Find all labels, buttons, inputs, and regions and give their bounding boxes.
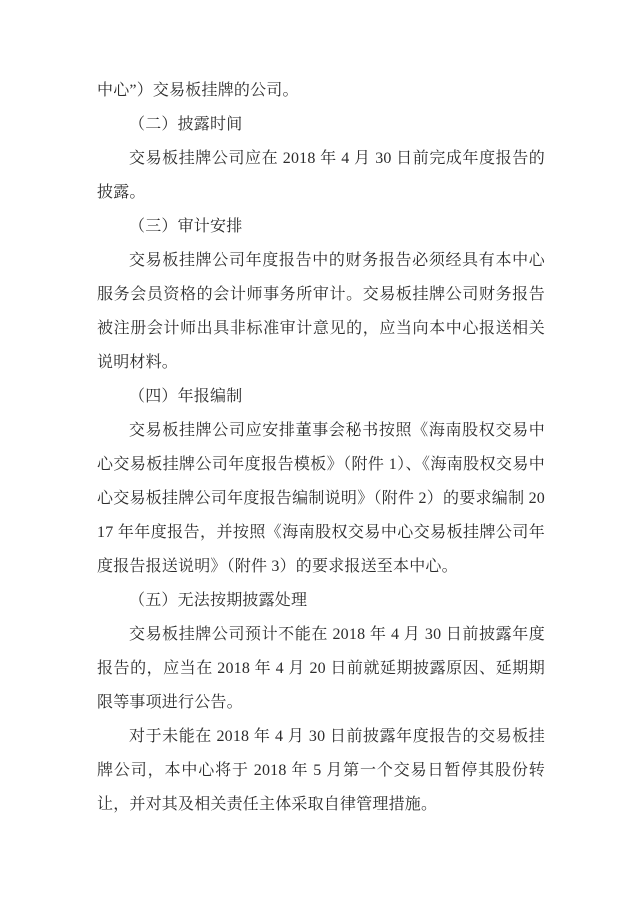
paragraph-delayed-disclosure: 交易板挂牌公司预计不能在 2018 年 4 月 30 日前披露年度报告的，应当在 2018 年 4 月 20 日前就延期披露原因、延期期限等事项进行公告。 bbox=[97, 626, 545, 711]
paragraph-suspension-measures: 对于未能在 2018 年 4 月 30 日前披露年度报告的交易板挂牌公司，本中心将于 2018 年 5 月第一个交易日暂停其股份转让，并对其及相关责任主体采取自律管理措施。 bbox=[97, 728, 545, 813]
paragraph-annual-report-preparation: 交易板挂牌公司应安排董事会秘书按照《海南股权交易中心交易板挂牌公司年度报告模板》（附件 1）、《海南股权交易中心交易板挂牌公司年度报告编制说明》（附件 2）的要求编制 2017 年年度报告，并按照《海南股权交易中心交易板挂牌公司年度报告报送说明》（附件 3）的要求报送至本中心。 bbox=[97, 422, 545, 575]
paragraph-audit-arrangement: 交易板挂牌公司年度报告中的财务报告必须经具有本中心服务会员资格的会计师事务所审计。交易板挂牌公司财务报告被注册会计师出具非标准审计意见的，应当向本中心报送相关说明材料。 bbox=[97, 252, 545, 371]
section-heading-5: （五）无法按期披露处理 bbox=[129, 592, 308, 609]
continuation-paragraph: 中心”）交易板挂牌的公司。 bbox=[97, 82, 299, 99]
section-heading-2: （二）披露时间 bbox=[129, 116, 243, 133]
section-heading-3: （三）审计安排 bbox=[129, 218, 243, 235]
section-heading-4: （四）年报编制 bbox=[129, 388, 243, 405]
document-content bbox=[97, 74, 545, 822]
paragraph-disclosure-time: 交易板挂牌公司应在 2018 年 4 月 30 日前完成年度报告的披露。 bbox=[97, 150, 545, 201]
